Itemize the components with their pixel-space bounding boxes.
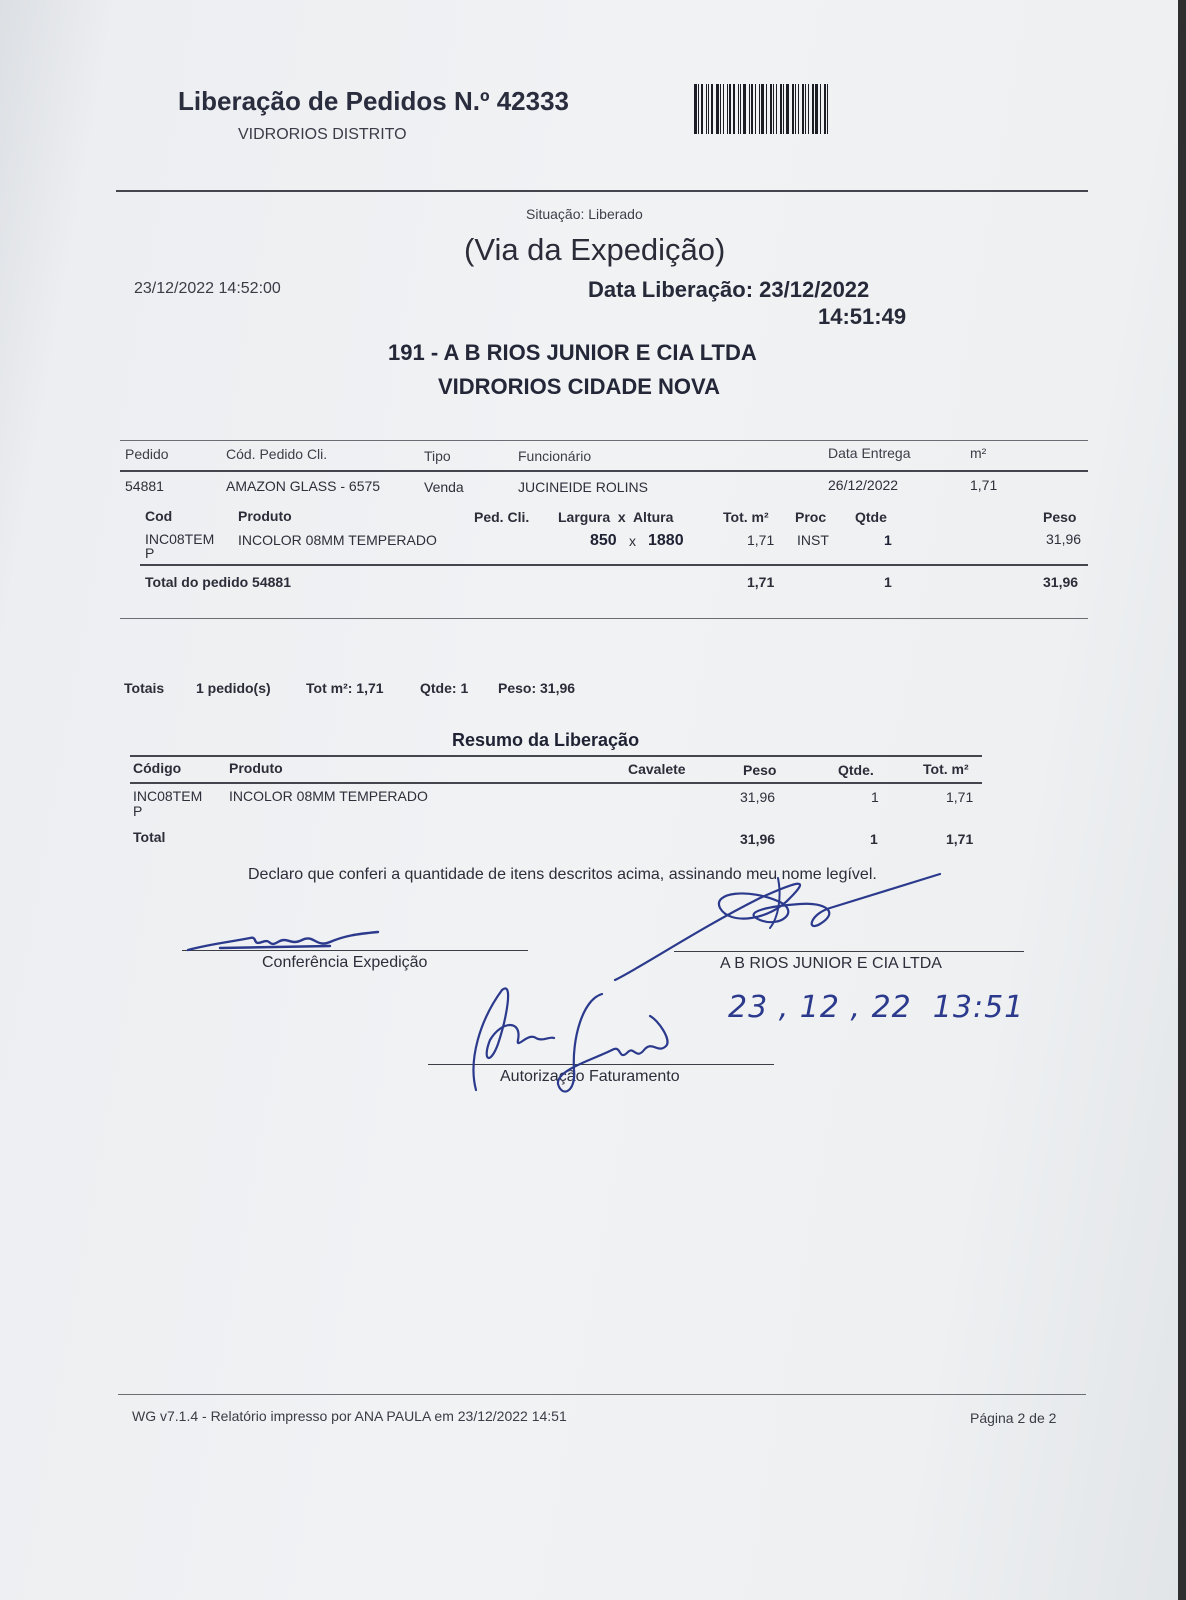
signature-conferencia <box>180 920 400 960</box>
divider <box>120 470 1088 472</box>
item-tot-m2: 1,71 <box>747 532 775 548</box>
resumo-tot-m2: 1,71 <box>946 789 974 805</box>
barcode-bar <box>738 84 739 134</box>
item-cod-continued: P <box>145 545 155 561</box>
item-header-ped-cli: Ped. Cli. <box>474 509 530 525</box>
item-qtde: 1 <box>884 532 892 548</box>
barcode-bar <box>770 84 772 134</box>
barcode-bar <box>808 84 809 134</box>
item-header-cod: Cod <box>145 508 173 524</box>
data-liberacao-time: 14:51:49 <box>818 304 907 329</box>
resumo-header-codigo: Código <box>133 760 182 776</box>
signature-client <box>610 868 950 988</box>
footer-page-number: Página 2 de 2 <box>970 1410 1057 1426</box>
order-total-peso: 31,96 <box>1043 574 1079 590</box>
barcode-bar <box>773 84 774 134</box>
client-signature-label: A B RIOS JUNIOR E CIA LTDA <box>720 955 942 972</box>
print-timestamp: 23/12/2022 14:52:00 <box>134 280 281 297</box>
barcode-bar <box>802 84 804 134</box>
item-cod: INC08TEM <box>145 531 215 547</box>
situacao-status: Situação: Liberado <box>526 206 643 222</box>
order-data-entrega: 26/12/2022 <box>828 477 899 493</box>
item-header-largura-altura: Largura x Altura <box>558 509 674 525</box>
divider <box>118 1394 1086 1395</box>
barcode-bar <box>711 84 713 134</box>
barcode-bar <box>723 84 724 134</box>
resumo-header-produto: Produto <box>229 760 283 776</box>
resumo-total-label: Total <box>133 829 166 845</box>
resumo-total-tot-m2: 1,71 <box>946 831 974 847</box>
resumo-qtde: 1 <box>871 789 879 805</box>
order-tipo: Venda <box>424 479 464 495</box>
barcode-bar <box>727 84 728 134</box>
barcode-bar <box>740 84 741 134</box>
document-title: Liberação de Pedidos N.º 42333 <box>178 86 569 116</box>
barcode-bar <box>798 84 799 134</box>
order-total-label: Total do pedido 54881 <box>145 574 291 590</box>
divider <box>130 782 982 784</box>
resumo-codigo-continued: P <box>133 803 143 819</box>
resumo-header-qtde: Qtde. <box>838 762 874 778</box>
barcode-bar <box>716 84 719 134</box>
barcode-bar <box>824 84 826 134</box>
barcode <box>694 84 864 134</box>
barcode-bar <box>820 84 821 134</box>
via-label: (Via da Expedição) <box>464 232 726 267</box>
barcode-bar <box>761 84 764 134</box>
barcode-bar <box>729 84 731 134</box>
barcode-bar <box>706 84 707 134</box>
barcode-bar <box>780 84 782 134</box>
barcode-bar <box>751 84 753 134</box>
item-header-peso: Peso <box>1043 509 1077 525</box>
client-store: VIDRORIOS CIDADE NOVA <box>438 374 720 399</box>
resumo-title: Resumo da Liberação <box>452 730 640 750</box>
barcode-bar <box>812 84 814 134</box>
col-header-cod-pedido-cli: Cód. Pedido Cli. <box>226 446 328 462</box>
barcode-bar <box>792 84 794 134</box>
barcode-bar <box>805 84 806 134</box>
barcode-bar <box>701 84 703 134</box>
col-header-m2: m² <box>970 445 987 461</box>
barcode-bar <box>733 84 735 134</box>
item-header-tot-m2: Tot. m² <box>723 509 769 525</box>
barcode-bar <box>786 84 789 134</box>
company-name: VIDRORIOS DISTRITO <box>238 126 407 143</box>
item-produto: INCOLOR 08MM TEMPERADO <box>238 532 437 548</box>
resumo-header-peso: Peso <box>743 762 777 778</box>
barcode-bar <box>759 84 760 134</box>
divider <box>120 618 1088 619</box>
totais-pedidos: 1 pedido(s) <box>196 680 271 696</box>
barcode-bar <box>795 84 796 134</box>
barcode-bar <box>694 84 697 134</box>
barcode-bar <box>766 84 767 134</box>
totais-qtde: Qtde: 1 <box>420 680 469 696</box>
barcode-bar <box>815 84 818 134</box>
item-header-proc: Proc <box>795 509 827 525</box>
item-header-produto: Produto <box>238 508 292 524</box>
divider <box>116 190 1088 192</box>
item-header-qtde: Qtde <box>855 509 887 525</box>
totais-peso: Peso: 31,96 <box>498 680 576 696</box>
totais-label: Totais <box>124 680 165 696</box>
item-proc: INST <box>797 532 829 548</box>
resumo-total-qtde: 1 <box>870 831 878 847</box>
barcode-bar <box>743 84 746 134</box>
handwritten-date: 23 , 12 , 22 13:51 <box>728 990 1025 1025</box>
resumo-codigo: INC08TEM <box>133 788 203 804</box>
order-cod-pedido-cli: AMAZON GLASS - 6575 <box>226 478 381 494</box>
barcode-bar <box>783 84 784 134</box>
barcode-bar <box>827 84 828 134</box>
signature-autorizacao <box>462 980 702 1100</box>
resumo-header-cavalete: Cavalete <box>628 761 686 777</box>
col-header-tipo: Tipo <box>424 448 451 464</box>
barcode-bar <box>755 84 756 134</box>
col-header-pedido: Pedido <box>125 446 169 462</box>
barcode-bar <box>776 84 777 134</box>
barcode-bar <box>708 84 709 134</box>
data-liberacao: Data Liberação: 23/12/2022 <box>588 277 870 302</box>
declaration-text: Declaro que conferi a quantidade de itens descritos acima, assinando meu nome legível. <box>248 866 877 883</box>
barcode-bar <box>720 84 721 134</box>
resumo-peso: 31,96 <box>740 789 776 805</box>
col-header-funcionario: Funcionário <box>518 448 592 464</box>
totais-tot-m2: Tot m²: 1,71 <box>306 680 384 696</box>
resumo-header-tot-m2: Tot. m² <box>923 761 969 777</box>
client-name: 191 - A B RIOS JUNIOR E CIA LTDA <box>388 340 757 365</box>
order-pedido: 54881 <box>125 478 164 494</box>
item-peso: 31,96 <box>1046 531 1082 547</box>
order-total-qtde: 1 <box>884 574 892 590</box>
footer-report-info: WG v7.1.4 - Relatório impresso por ANA PAULA em 23/12/2022 14:51 <box>132 1408 567 1424</box>
order-total-m2: 1,71 <box>747 574 775 590</box>
autorizacao-label: Autorização Faturamento <box>500 1068 680 1085</box>
barcode-bar <box>749 84 750 134</box>
order-funcionario: JUCINEIDE ROLINS <box>518 479 648 495</box>
resumo-produto: INCOLOR 08MM TEMPERADO <box>229 788 428 804</box>
item-x: x <box>629 533 636 549</box>
divider <box>120 440 1088 441</box>
divider <box>130 755 982 757</box>
item-largura: 850 <box>590 532 617 549</box>
divider <box>140 564 1088 566</box>
barcode-bar <box>698 84 699 134</box>
resumo-total-peso: 31,96 <box>740 831 776 847</box>
order-m2: 1,71 <box>970 477 998 493</box>
col-header-data-entrega: Data Entrega <box>828 445 911 461</box>
item-altura: 1880 <box>648 532 684 549</box>
conferencia-label: Conferência Expedição <box>262 954 428 971</box>
